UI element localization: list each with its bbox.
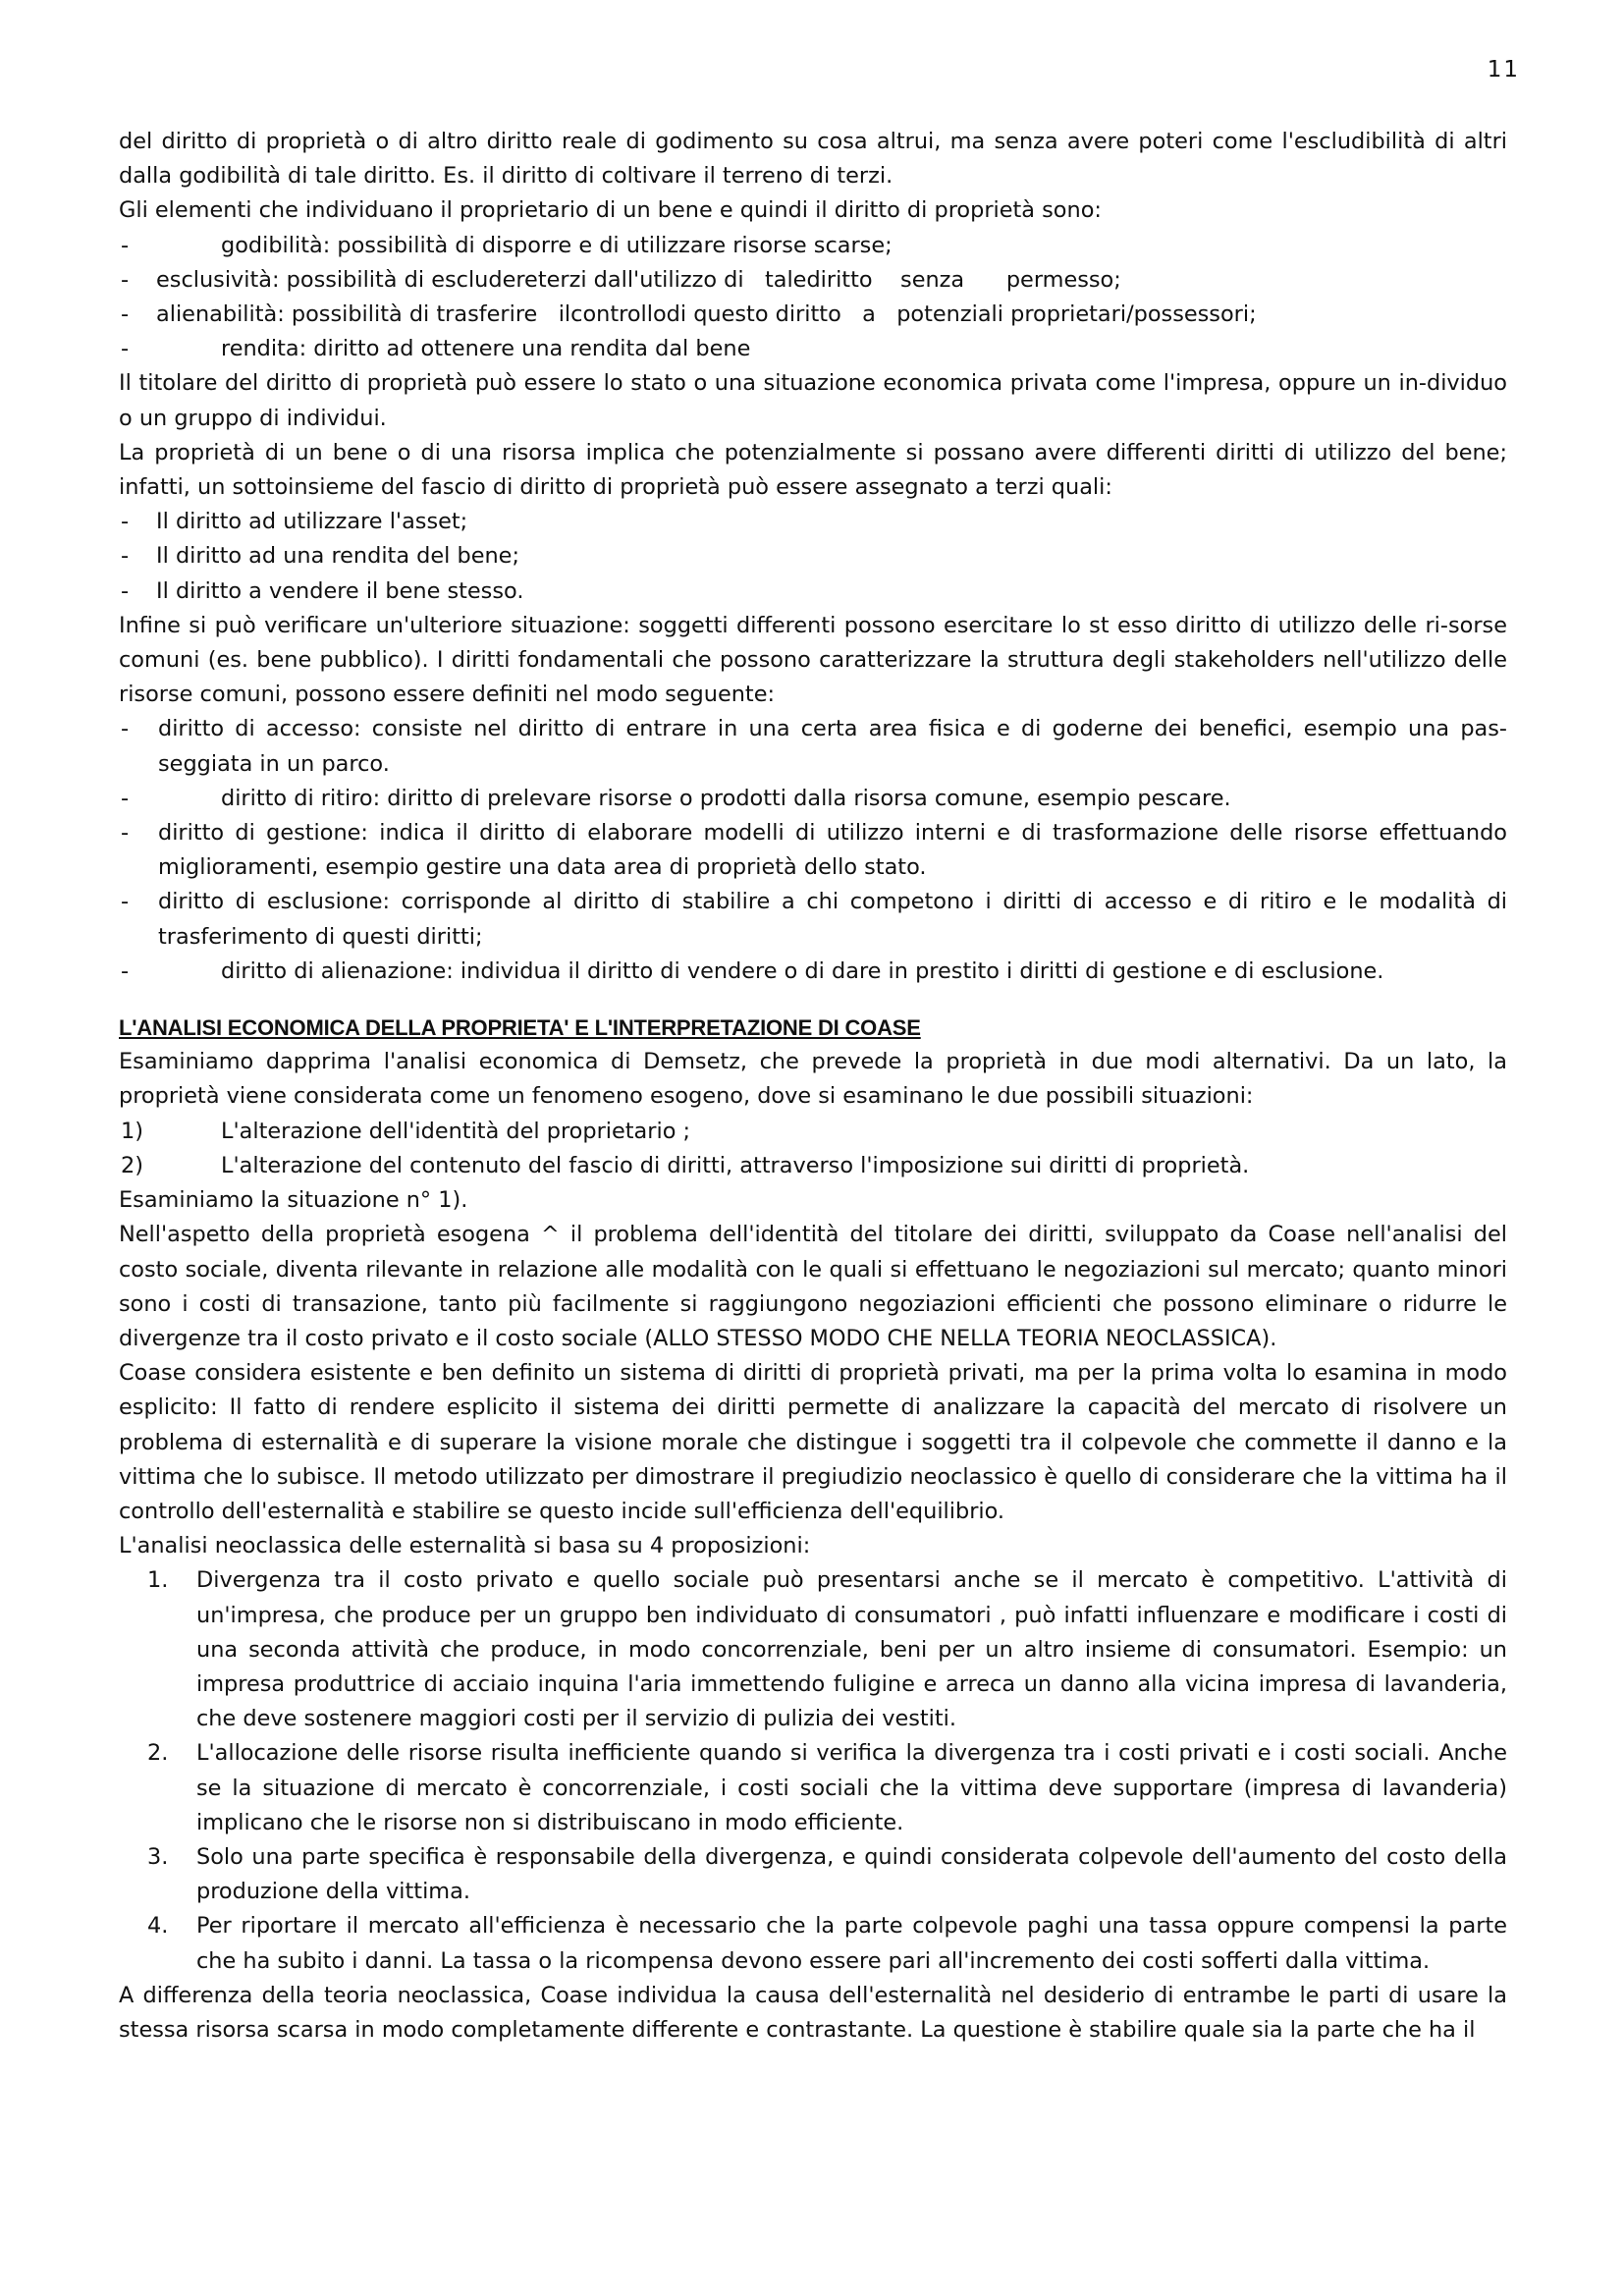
paragraph: Il titolare del diritto di proprietà può essere lo stato o una situazione economica privata come l'impresa, oppure un in-dividuo o un gruppo di individui.	[119, 370, 1507, 431]
dash-bullet: -	[121, 957, 130, 984]
dash-bullet: -	[121, 716, 130, 742]
paragraph: Esaminiamo dapprima l'analisi economica di Demsetz, che prevede la proprietà in due modi alternativi. Da un lato, la proprietà viene considerata come un fenomeno esogeno, dove si esaminano le due possibili situazioni:	[119, 1049, 1507, 1110]
list-item: - diritto di alienazione: individua il diritto di vendere o di dare in prestito i diritti di gestione e di esclusione.	[119, 955, 1507, 989]
paragraph: Infine si può verificare un'ulteriore situazione: soggetti differenti possono esercitare lo st esso diritto di utilizzo delle ri-sorse comuni (es. bene pubblico). I diritti fondamentali che possono caratterizzare la struttura degli stakeholders nell'utilizzo delle risorse comuni, possono essere definiti nel modo seguente:	[119, 612, 1507, 708]
dash-bullet: -	[121, 785, 130, 811]
paragraph: Nell'aspetto della proprietà esogena ^ il problema dell'identità del titolare dei diritti, sviluppato da Coase nell'analisi del costo sociale, diventa rilevante in relazione alle modalità con le quali si effettuano le negoziazioni sul mercato; quanto minori sono i costi di transazione, tanto più facilmente si raggiungono negoziazioni efficienti che possono eliminare o ridurre le divergenze tra il costo privato e il costo sociale (ALLO STESSO MODO CHE NELLA TEORIA NEOCLASSICA).	[119, 1222, 1507, 1351]
dash-bullet: -	[121, 336, 130, 362]
list-item: 4. Per riportare il mercato all'efficienza è necessario che la parte colpevole paghi una tassa oppure compensi la parte che ha subito i danni. La tassa o la ricompensa devono essere pari all'incremento dei costi sofferti dalla vittima.	[147, 1913, 1507, 1974]
paragraph: del diritto di proprietà o di altro diritto reale di godimento su cosa altrui, ma senza avere poteri come l'escludibilità di altri dalla godibilità di tale diritto. Es. il diritto di coltivare il terreno di terzi.	[119, 129, 1507, 190]
list-item: - rendita: diritto ad ottenere una rendita dal bene	[119, 332, 1507, 366]
paragraph: Gli elementi che individuano il proprietario di un bene e quindi il diritto di proprietà sono:	[119, 197, 1102, 224]
paragraph: La proprietà di un bene o di una risorsa implica che potenzialmente si possano avere differenti diritti di utilizzo del bene; infatti, un sottoinsieme del fascio di diritto di proprietà può essere assegnato a terzi quali:	[119, 439, 1507, 501]
list-item: - Il diritto a vendere il bene stesso.	[119, 574, 1507, 609]
dash-bullet: -	[121, 889, 130, 915]
dash-bullet: -	[121, 820, 130, 847]
list-item: - godibilità: possibilità di disporre e di utilizzare risorse scarse;	[119, 229, 1507, 263]
dash-bullet: -	[121, 232, 130, 258]
list-item: - Il diritto ad utilizzare l'asset;	[119, 505, 1507, 539]
list-item: 1) L'alterazione dell'identità del proprietario ;	[121, 1118, 691, 1144]
list-item: - diritto di ritiro: diritto di prelevare risorse o prodotti dalla risorsa comune, esempio pescare.	[119, 782, 1507, 816]
list-item: - diritto di gestione: indica il diritto di elaborare modelli di utilizzo interni e di trasformazione delle risorse effettuando miglioramenti, esempio gestire una data area di proprietà dello stato.	[119, 816, 1507, 885]
section-heading: L'ANALISI ECONOMICA DELLA PROPRIETA' E L'INTERPRETAZIONE DI COASE	[119, 1015, 921, 1041]
dash-bullet: -	[121, 577, 130, 604]
paragraph: L'analisi neoclassica delle esternalità si basa su 4 proposizioni:	[119, 1533, 811, 1559]
list-item: 3. Solo una parte specifica è responsabile della divergenza, e quindi considerata colpevole dell'aumento del costo della produzione della vittima.	[147, 1843, 1507, 1905]
dash-bullet: -	[121, 543, 130, 570]
dash-bullet: -	[121, 301, 130, 328]
list-item: 2. L'allocazione delle risorse risulta inefficiente quando si verifica la divergenza tra i costi privati e i costi sociali. Anche se la situazione di mercato è concorrenziale, i costi sociali che la vittima deve supportare (impresa di lavanderia) implicano che le risorse non si distribuiscano in modo efficiente.	[147, 1740, 1507, 1835]
page-number: 11	[1487, 57, 1520, 82]
list-item: - diritto di esclusione: corrisponde al diritto di stabilire a chi competono i diritti di accesso e di ritiro e le modalità di trasferimento di questi diritti;	[119, 885, 1507, 954]
paragraph: Esaminiamo la situazione n° 1).	[119, 1187, 468, 1214]
page-body	[119, 125, 1507, 2048]
list-item: 1. Divergenza tra il costo privato e quello sociale può presentarsi anche se il mercato è competitivo. L'attività di un'impresa, che produce per un gruppo ben individuato di consumatori , può infatti influenzare e modificare i costi di una seconda attività che produce, in modo concorrenziale, beni per un altro insieme di consumatori. Esempio: un impresa produttrice di acciaio inquina l'aria immettendo fuligine e arreca un danno alla vicina impresa di lavanderia, che deve sostenere maggiori costi per il servizio di pulizia dei vestiti.	[147, 1567, 1507, 1732]
list-item: - Il diritto ad una rendita del bene;	[119, 539, 1507, 574]
list-item: 2) L'alterazione del contenuto del fascio di diritti, attraverso l'imposizione sui diritti di proprietà.	[121, 1152, 1250, 1178]
list-item: - diritto di accesso: consiste nel diritto di entrare in una certa area fisica e di goderne dei benefici, esempio una pas-seggiata in un parco.	[119, 712, 1507, 781]
dash-bullet: -	[121, 266, 130, 293]
dash-bullet: -	[121, 509, 130, 535]
list-item: - alienabilità: possibilità di trasferire ilcontrollodi questo diritto a potenziali proprietari/possessori;	[119, 298, 1507, 332]
list-item: - esclusività: possibilità di escludereterzi dall'utilizzo di talediritto senza permesso;	[119, 263, 1507, 298]
paragraph: A differenza della teoria neoclassica, Coase individua la causa dell'esternalità nel desiderio di entrambe le parti di usare la stessa risorsa scarsa in modo completamente differente e contrastante. La questione è stabilire quale sia la parte che ha il	[119, 1982, 1507, 2043]
paragraph: Coase considera esistente e ben definito un sistema di diritti di proprietà privati, ma per la prima volta lo esamina in modo esplicito: Il fatto di rendere esplicito il sistema dei diritti permette di analizzare la capacità del mercato di risolvere un problema di esternalità e di superare la visione morale che distingue i soggetti tra il colpevole che commette il danno e la vittima che lo subisce. Il metodo utilizzato per dimostrare il pregiudizio neoclassico è quello di considerare che la vittima ha il controllo dell'esternalità e stabilire se questo incide sull'efficienza dell'equilibrio.	[119, 1360, 1507, 1524]
